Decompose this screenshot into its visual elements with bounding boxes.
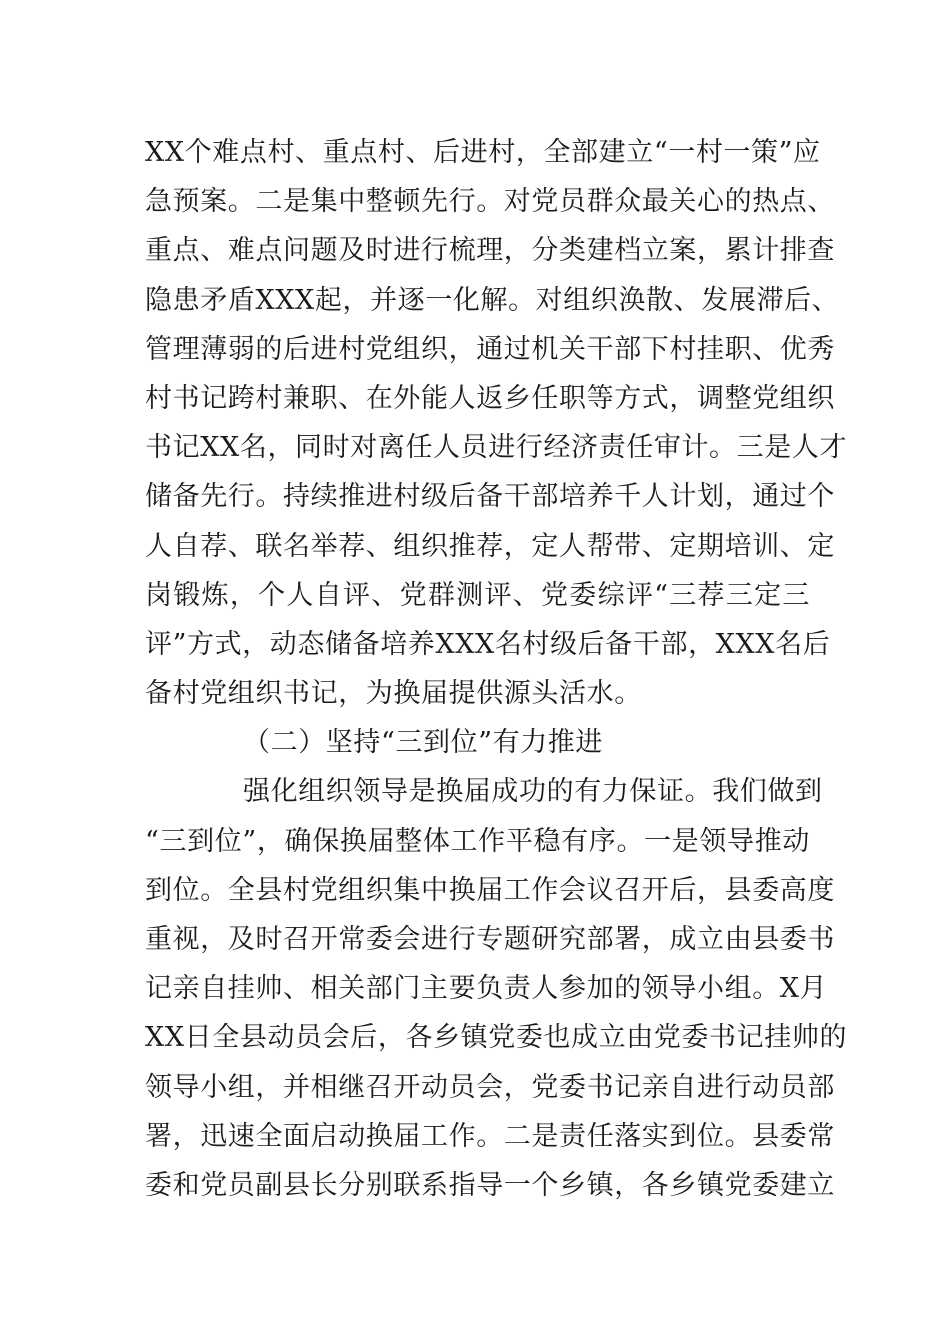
paragraph-1-line: 管理薄弱的后进村党组织，通过机关干部下村挂职、优秀 [145,333,835,365]
paragraph-1-line: 重点、难点问题及时进行梳理，分类建档立案，累计排查 [145,235,835,267]
paragraph-2-line: 委和党员副县长分别联系指导一个乡镇，各乡镇党委建立 [145,1169,835,1201]
paragraph-1-line: 备村党组织书记，为换届提供源头活水。 [145,678,642,710]
paragraph-1-line: XX个难点村、重点村、后进村，全部建立“一村一策”应 [145,137,821,168]
paragraph-1-line: 村书记跨村兼职、在外能人返乡任职等方式，调整党组织 [145,382,835,414]
section-heading: （二）坚持“三到位”有力推进 [243,727,604,759]
paragraph-1-line: 书记XX名，同时对离任人员进行经济责任审计。三是人才 [145,432,848,464]
paragraph-1-line: 评”方式，动态储备培养XXX名村级后备干部，XXX名后 [145,628,831,660]
paragraph-2-line: 到位。全县村党组织集中换届工作会议召开后，县委高度 [145,874,835,906]
paragraph-2-line: 署，迅速全面启动换届工作。二是责任落实到位。县委常 [145,1120,835,1152]
paragraph-1-line: 急预案。二是集中整顿先行。对党员群众最关心的热点、 [145,186,835,218]
paragraph-2-line: “三到位”，确保换届整体工作平稳有序。一是领导推动 [145,825,810,857]
body-text [145,128,848,1210]
paragraph-2-line: 领导小组，并相继召开动员会，党委书记亲自进行动员部 [145,1071,835,1103]
paragraph-1-line: 人自荐、联名举荐、组织推荐，定人帮带、定期培训、定 [145,530,835,562]
paragraph-1-line: 岗锻炼，个人自评、党群测评、党委综评“三荐三定三 [145,579,810,611]
paragraph-1-line: 隐患矛盾XXX起，并逐一化解。对组织涣散、发展滞后、 [145,284,840,316]
paragraph-2-line: 重视，及时召开常委会进行专题研究部署，成立由县委书 [145,924,835,955]
paragraph-1-line: 储备先行。持续推进村级后备干部培养千人计划，通过个 [145,481,835,513]
paragraph-2-line: XX日全县动员会后，各乡镇党委也成立由党委书记挂帅的 [145,1022,848,1054]
paragraph-2-line: 强化组织领导是换届成功的有力保证。我们做到 [243,776,823,808]
paragraph-2-line: 记亲自挂帅、相关部门主要负责人参加的领导小组。X月 [145,973,828,1005]
